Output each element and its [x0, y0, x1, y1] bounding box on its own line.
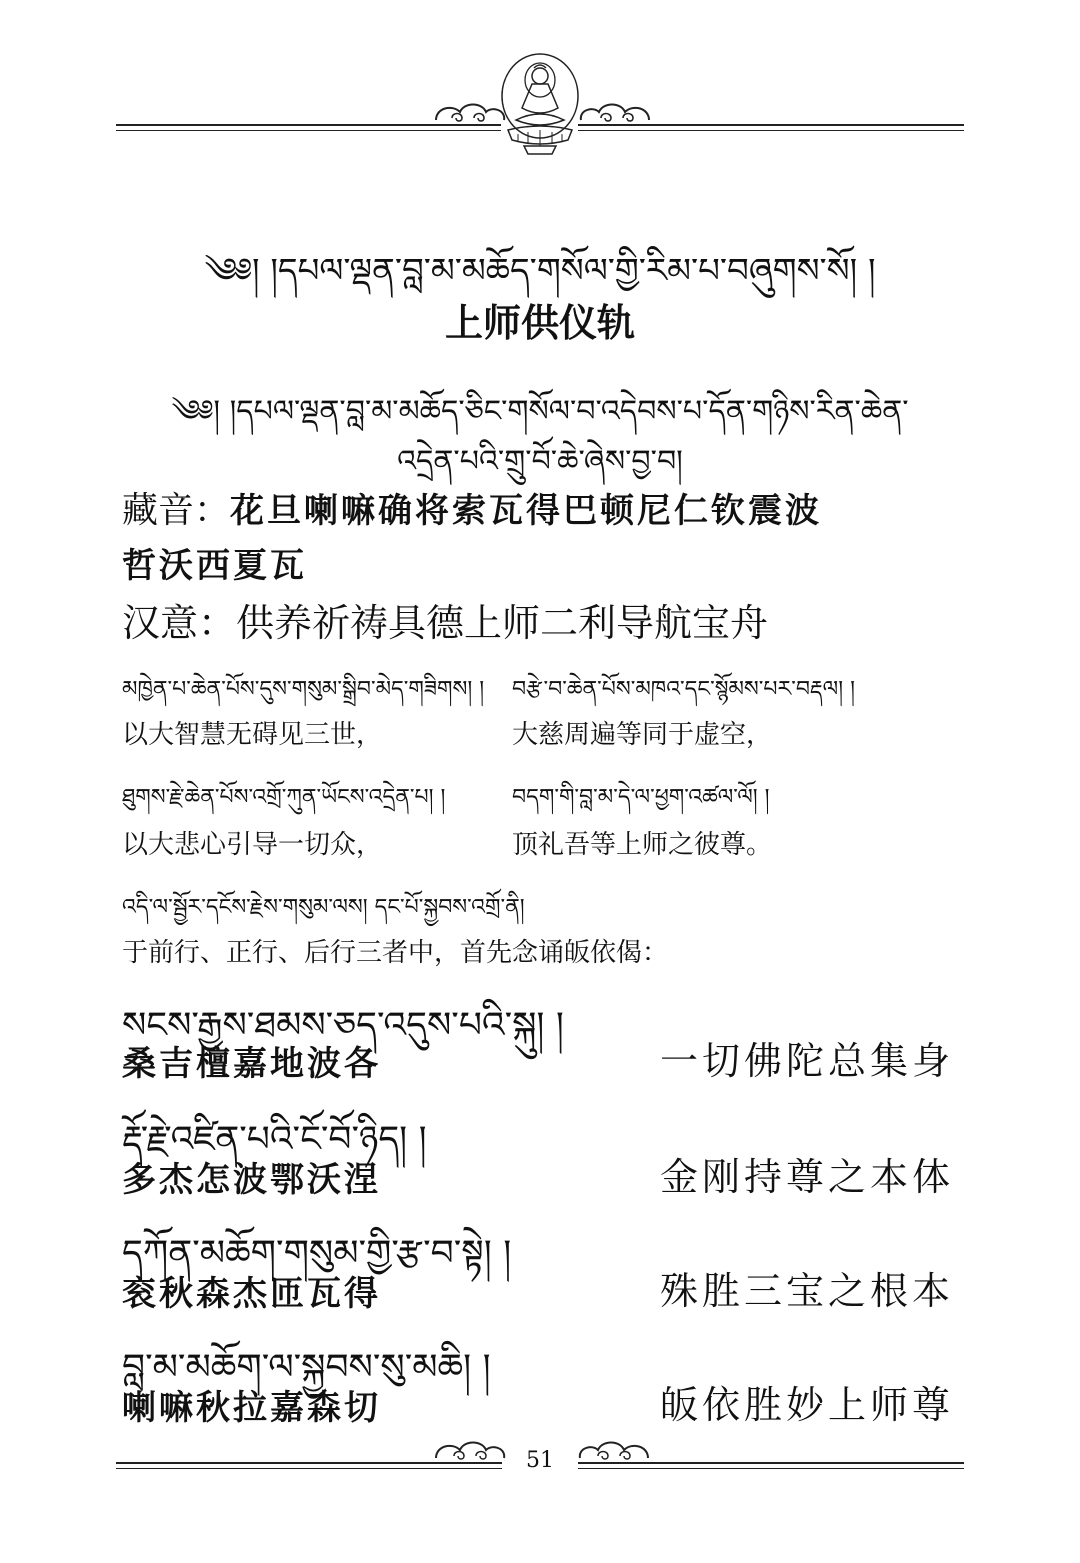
homage-tibetan-left-1: མཁྱེན་པ་ཆེན་པོས་དུས་གསུམ་སྒྲིབ་མེད་གཟིགས། །	[122, 677, 485, 702]
subtitle-tibetan-line2: འདྲེན་པའི་གྲུ་བོ་ཆེ་ཞེས་བྱ་བ།	[397, 444, 683, 479]
cloud-scroll-right-icon	[575, 96, 655, 130]
header-rule-right-lower	[578, 130, 964, 131]
transliteration-text-2: 哲沃西夏瓦	[122, 546, 307, 586]
transliteration-line1	[122, 482, 822, 533]
homage-chinese-right-2: 顶礼吾等上师之彼尊。	[512, 830, 773, 860]
refuge-line-4-tibetan: བླ་མ་མཆོག་ལ་སྐྱབས་སུ་མཆི། །	[122, 1347, 491, 1388]
instruction-chinese: 于前行、正行、后行三者中，首先念诵皈依偈：	[122, 938, 669, 968]
refuge-line-3-tibetan: དཀོན་མཆོག་གསུམ་གྱི་རྩ་བ་སྟེ། །	[122, 1233, 512, 1274]
title-chinese: 上师供仪轨	[444, 301, 635, 345]
refuge-line-3-meaning: 殊胜三宝之根本	[660, 1269, 955, 1313]
homage-chinese-left-1: 以大智慧无碍见三世，	[122, 720, 383, 750]
instruction-tibetan: འདི་ལ་སྦྱོར་དངོས་རྗེས་གསུམ་ལས། དང་པོ་སྐྱབས་འགྲོ་ནི།	[122, 895, 525, 920]
refuge-line-4-phonetic: 喇嘛秋拉嘉森切	[122, 1388, 381, 1428]
refuge-line-1-meaning: 一切佛陀总集身	[660, 1039, 955, 1083]
subtitle-tibetan-line1: ༄༅། །དཔལ་ལྡན་བླ་མ་མཆོད་ཅིང་གསོལ་བ་འདེབས་པ་དོན་གཉིས་རིན་ཆེན་	[171, 394, 909, 429]
transliteration-text-1: 花旦喇嘛确将索瓦得巴顿尼仁钦震波	[230, 491, 823, 531]
homage-chinese-left-2: 以大悲心引导一切众，	[122, 830, 383, 860]
homage-chinese-right-1: 大慈周遍等同于虚空，	[512, 720, 773, 750]
refuge-line-4-meaning: 皈依胜妙上师尊	[660, 1383, 955, 1427]
refuge-line-2-phonetic: 多杰怎波鄂沃涅	[122, 1160, 381, 1200]
refuge-line-1-phonetic: 桑吉檀嘉地波各	[122, 1044, 381, 1084]
homage-tibetan-right-2: བདག་གི་བླ་མ་དེ་ལ་ཕྱག་འཚལ་ལོ། །	[512, 785, 770, 810]
meaning-line	[122, 592, 768, 647]
page-number: 51	[526, 1448, 554, 1473]
header-rule-left-lower	[116, 130, 501, 131]
refuge-line-3-phonetic: 衮秋森杰匝瓦得	[122, 1274, 381, 1314]
refuge-line-2-meaning: 金刚持尊之本体	[660, 1155, 955, 1199]
refuge-line-1-tibetan: སངས་རྒྱས་ཐམས་ཅད་འདུས་པའི་སྐུ། །	[122, 1005, 564, 1046]
transliteration-label: 藏音：	[122, 490, 231, 531]
homage-tibetan-right-1: བརྩེ་བ་ཆེན་པོས་མཁའ་དང་སྙོམས་པར་བརྡལ། །	[512, 677, 855, 702]
meaning-label: 汉意：	[122, 601, 237, 645]
refuge-line-2-tibetan: རྡོ་རྗེ་འཛིན་པའི་ངོ་བོ་ཉིད། །	[122, 1119, 427, 1160]
title-tibetan: ༄༅། །དཔལ་ལྡན་བླ་མ་མཆོད་གསོལ་གྱི་རིམ་པ་བཞུགས་སོ། །	[204, 251, 876, 291]
meaning-text: 供养祈祷具德上师二利导航宝舟	[236, 601, 769, 645]
homage-tibetan-left-2: ཐུགས་རྗེ་ཆེན་པོས་འགྲོ་ཀུན་ཡོངས་འདྲེན་པ། །	[122, 785, 446, 810]
buddha-emblem-icon	[498, 50, 582, 156]
